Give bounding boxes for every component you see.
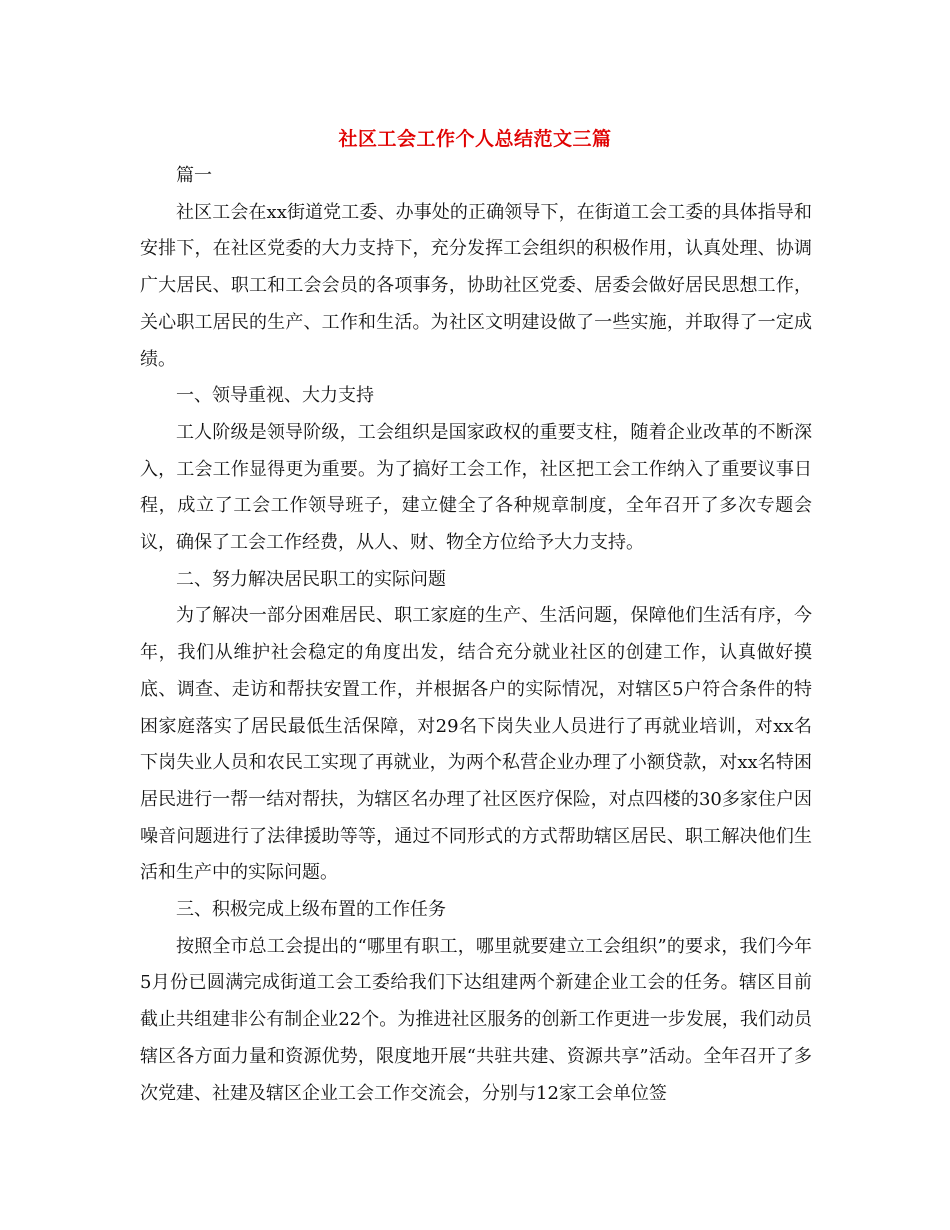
document-body: [140, 158, 812, 1112]
paragraph: 工人阶级是领导阶级，工会组织是国家政权的重要支柱，随着企业改革的不断深入，工会工作显得更为重要。为了搞好工会工作，社区把工会工作纳入了重要议事日程，成立了工会工作领导班子，建立健全了各种规章制度，全年召开了多次专题会议，确保了工会工作经费，从人、财、物全方位给予大力支持。: [140, 421, 812, 554]
paragraph: 按照全市总工会提出的“哪里有职工，哪里就要建立工会组织”的要求，我们今年5月份已圆满完成街道工会工委给我们下达组建两个新建企业工会的任务。辖区目前截止共组建非公有制企业22个。为推进社区服务的创新工作更进一步发展，我们动员辖区各方面力量和资源优势，限度地开展“共驻共建、资源共享”活动。全年召开了多次党建、社建及辖区企业工会工作交流会，分别与12家工会单位签: [140, 935, 812, 1104]
paragraph: 社区工会在xx街道党工委、办事处的正确领导下，在街道工会工委的具体指导和安排下，在社区党委的大力支持下，充分发挥工会组织的积极作用，认真处理、协调广大居民、职工和工会会员的各项事务，协助社区党委、居委会做好居民思想工作，关心职工居民的生产、工作和生活。为社区文明建设做了一些实施，并取得了一定成绩。: [140, 201, 812, 370]
section-heading: 二、努力解决居民职工的实际问题: [176, 568, 446, 590]
paragraph: 为了解决一部分困难居民、职工家庭的生产、生活问题，保障他们生活有序，今年，我们从维护社会稳定的角度出发，结合充分就业社区的创建工作，认真做好摸底、调查、走访和帮扶安置工作，并根据各户的实际情况，对辖区5户符合条件的特困家庭落实了居民最低生活保障，对29名下岗失业人员进行了再就业培训，对xx名下岗失业人员和农民工实现了再就业，为两个私营企业办理了小额贷款，对xx名特困居民进行一帮一结对帮扶，为辖区名办理了社区医疗保险，对点四楼的30多家住户因噪音问题进行了法律援助等等，通过不同形式的方式帮助辖区居民、职工解决他们生活和生产中的实际问题。: [140, 605, 812, 884]
section-heading: 一、领导重视、大力支持: [176, 385, 374, 407]
section-label: 篇一: [176, 165, 212, 186]
document-title: 社区工会工作个人总结范文三篇: [338, 128, 612, 150]
section-heading: 三、积极完成上级布置的工作任务: [176, 899, 446, 921]
